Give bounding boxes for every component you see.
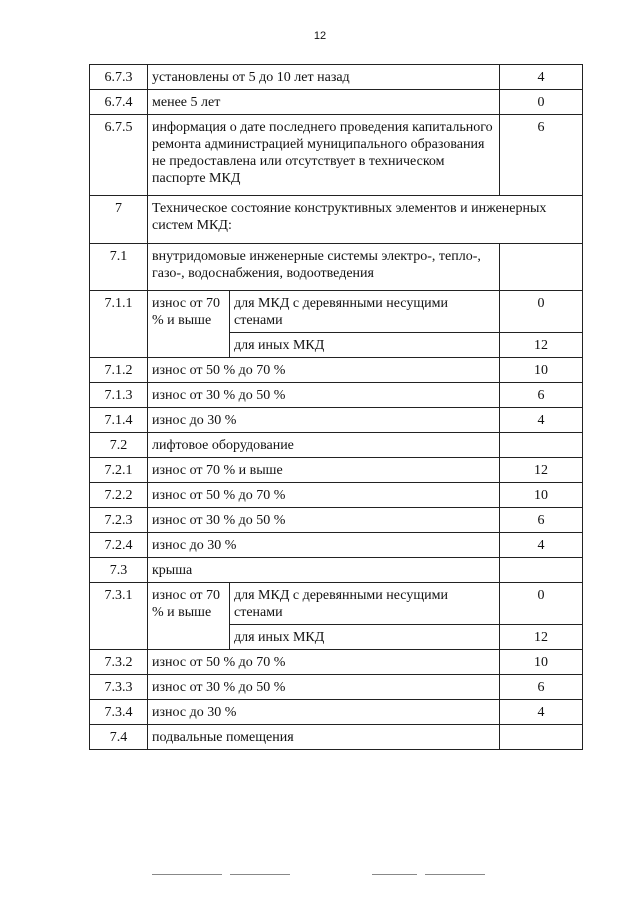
row-text: износ от 70 % и выше — [148, 458, 500, 483]
row-number: 6.7.5 — [90, 115, 148, 196]
table-row — [90, 433, 583, 458]
row-score: 6 — [500, 383, 583, 408]
row-score: 6 — [500, 115, 583, 196]
table-row — [90, 196, 583, 244]
row-number: 7.2 — [90, 433, 148, 458]
row-score: 10 — [500, 650, 583, 675]
row-number: 7.2.4 — [90, 533, 148, 558]
row-subtext: для иных МКД — [230, 333, 500, 358]
row-number: 7.2.2 — [90, 483, 148, 508]
row-text: износ от 30 % до 50 % — [148, 508, 500, 533]
row-number: 7.3 — [90, 558, 148, 583]
table-row — [90, 533, 583, 558]
page-number: 12 — [313, 30, 327, 42]
table-row — [90, 383, 583, 408]
row-score: 12 — [500, 458, 583, 483]
table-row — [90, 675, 583, 700]
row-number: 7.2.3 — [90, 508, 148, 533]
footer-rule — [152, 874, 222, 875]
row-text: менее 5 лет — [148, 90, 500, 115]
row-score: 12 — [500, 625, 583, 650]
row-score: 4 — [500, 408, 583, 433]
footer-rule — [425, 874, 485, 875]
row-subtext: для МКД с деревянными несущими стенами — [230, 583, 500, 625]
row-number: 7.3.1 — [90, 583, 148, 650]
row-score: 4 — [500, 700, 583, 725]
row-score: 12 — [500, 333, 583, 358]
row-score: 0 — [500, 291, 583, 333]
row-text: износ от 50 % до 70 % — [148, 650, 500, 675]
table-row — [90, 90, 583, 115]
row-score: 4 — [500, 533, 583, 558]
row-number: 7 — [90, 196, 148, 244]
row-text: износ до 30 % — [148, 700, 500, 725]
row-score: 10 — [500, 358, 583, 383]
row-number: 7.3.3 — [90, 675, 148, 700]
table-row — [90, 483, 583, 508]
row-text: износ от 50 % до 70 % — [148, 483, 500, 508]
table-row — [90, 583, 583, 625]
row-number: 6.7.4 — [90, 90, 148, 115]
row-number: 7.4 — [90, 725, 148, 750]
row-number: 7.1.3 — [90, 383, 148, 408]
table-row — [90, 458, 583, 483]
row-text: износ от 70 % и выше — [148, 291, 230, 358]
row-text: износ от 70 % и выше — [148, 583, 230, 650]
table-row — [90, 650, 583, 675]
row-score: 0 — [500, 583, 583, 625]
footer-rule — [372, 874, 417, 875]
row-text: информация о дате последнего проведения капитального ремонта администрацией муниципального образования не предоставлена или отсутствует в техническом паспорте МКД — [148, 115, 500, 196]
row-text: установлены от 5 до 10 лет назад — [148, 65, 500, 90]
table-row — [90, 725, 583, 750]
table-row — [90, 291, 583, 333]
row-score: 10 — [500, 483, 583, 508]
row-text: лифтовое оборудование — [148, 433, 500, 458]
row-score: 6 — [500, 675, 583, 700]
table-row — [90, 408, 583, 433]
row-subtext: для МКД с деревянными несущими стенами — [230, 291, 500, 333]
row-score — [500, 433, 583, 458]
row-text: износ до 30 % — [148, 533, 500, 558]
table-row — [90, 244, 583, 291]
row-text: внутридомовые инженерные системы электро-, тепло-, газо-, водоснабжения, водоотведения — [148, 244, 500, 291]
row-number: 7.1 — [90, 244, 148, 291]
row-text: крыша — [148, 558, 500, 583]
row-score: 4 — [500, 65, 583, 90]
row-score — [500, 558, 583, 583]
row-number: 6.7.3 — [90, 65, 148, 90]
table-row — [90, 700, 583, 725]
row-number: 7.1.2 — [90, 358, 148, 383]
table-row — [90, 508, 583, 533]
row-text: износ от 30 % до 50 % — [148, 383, 500, 408]
row-text: подвальные помещения — [148, 725, 500, 750]
footer-rule — [230, 874, 290, 875]
row-text: износ от 50 % до 70 % — [148, 358, 500, 383]
criteria-table — [89, 64, 583, 750]
row-number: 7.3.4 — [90, 700, 148, 725]
row-text: износ от 30 % до 50 % — [148, 675, 500, 700]
row-number: 7.3.2 — [90, 650, 148, 675]
table-row — [90, 358, 583, 383]
row-score — [500, 725, 583, 750]
row-score: 6 — [500, 508, 583, 533]
table-row — [90, 115, 583, 196]
row-score — [500, 244, 583, 291]
row-number: 7.1.1 — [90, 291, 148, 358]
row-text: износ до 30 % — [148, 408, 500, 433]
row-number: 7.2.1 — [90, 458, 148, 483]
row-text: Техническое состояние конструктивных элементов и инженерных систем МКД: — [148, 196, 583, 244]
row-number: 7.1.4 — [90, 408, 148, 433]
row-score: 0 — [500, 90, 583, 115]
table-row — [90, 558, 583, 583]
table-row — [90, 65, 583, 90]
row-subtext: для иных МКД — [230, 625, 500, 650]
